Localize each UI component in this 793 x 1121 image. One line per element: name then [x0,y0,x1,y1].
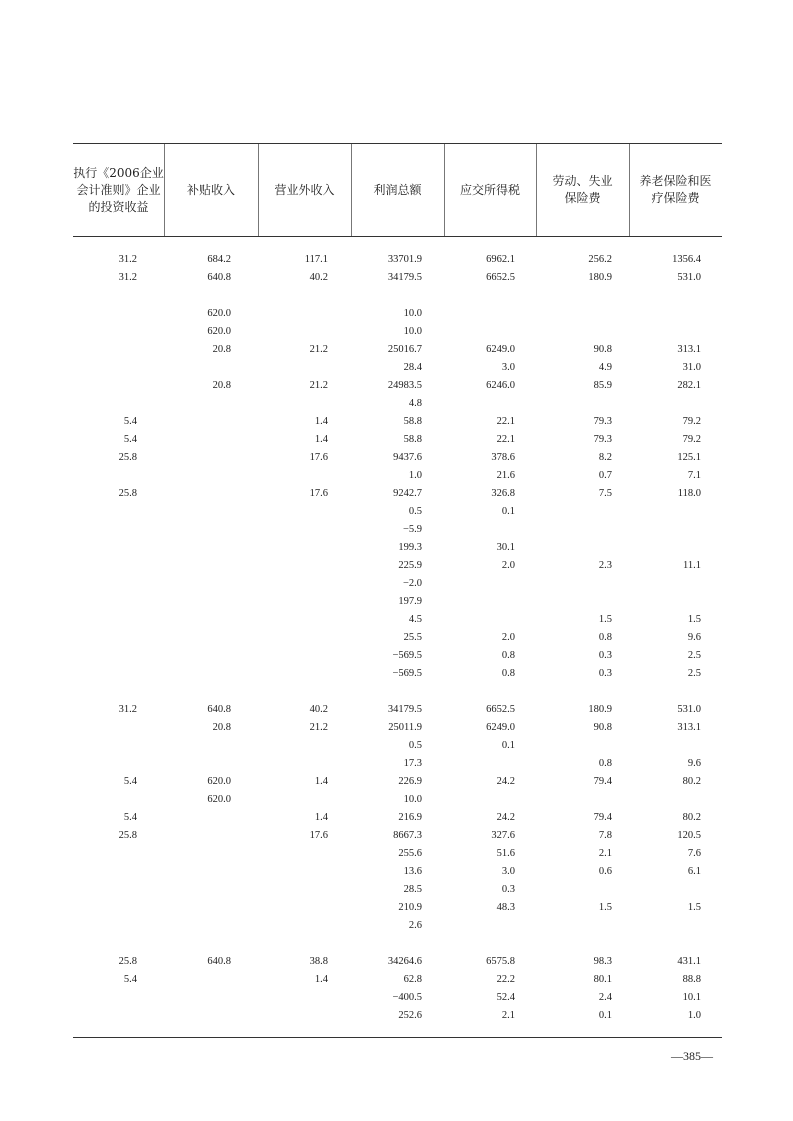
column-header-label: 执行《2006企业 会计准则》企业 的投资收益 [73,165,164,214]
table-cell: 31.2 [118,272,137,283]
table-cell: 33701.9 [387,254,422,265]
table-cell: 0.3 [501,884,515,895]
table-cell: 4.8 [408,398,422,409]
table-cell: 79.4 [593,812,612,823]
table-cell: −569.5 [392,650,422,661]
table-cell: 6652.5 [486,272,515,283]
table-cell: 30.1 [496,542,515,553]
table-cell: 7.5 [598,488,612,499]
table-cell: 10.0 [403,326,422,337]
table-cell: 7.1 [687,470,701,481]
table-cell: 2.1 [598,848,612,859]
table-cell: 21.6 [496,470,515,481]
table-cell: 118.0 [677,488,701,499]
table-cell: 22.1 [496,434,515,445]
table-cell: 2.1 [501,1010,515,1021]
table-cell: 9242.7 [393,488,422,499]
table-cell: 3.0 [501,866,515,877]
table-cell: 1.5 [687,902,701,913]
table-cell: 620.0 [207,308,231,319]
table-cell: 225.9 [398,560,422,571]
table-cell: 80.1 [593,974,612,985]
table-cell: 17.6 [309,488,328,499]
table-cell: 6246.0 [486,380,515,391]
table-cell: 79.3 [593,434,612,445]
table-cell: 7.6 [687,848,701,859]
table-cell: 25.8 [118,830,137,841]
table-cell: 9437.6 [393,452,422,463]
header-bottom-rule [73,236,722,237]
table-cell: 4.5 [408,614,422,625]
table-cell: 197.9 [398,596,422,607]
table-cell: −400.5 [392,992,422,1003]
table-cell: 640.8 [207,272,231,283]
column-header-label: 应交所得税 [459,182,520,197]
table-cell: 48.3 [496,902,515,913]
table-cell: 40.2 [309,272,328,283]
table-cell: 31.2 [118,254,137,265]
table-cell: 79.2 [682,416,701,427]
table-cell: 17.3 [403,758,422,769]
table-cell: 5.4 [123,812,137,823]
column-header-label: 劳动、失业 保险费 [552,174,613,205]
table-cell: 640.8 [207,704,231,715]
table-cell: 0.8 [501,650,515,661]
table-cell: 40.2 [309,704,328,715]
table-cell: 21.2 [309,722,328,733]
table-cell: 378.6 [491,452,515,463]
table-cell: 7.8 [598,830,612,841]
table-cell: 21.2 [309,344,328,355]
table-cell: 2.5 [687,650,701,661]
table-cell: 216.9 [398,812,422,823]
table-cell: 24983.5 [387,380,422,391]
column-header [258,144,351,236]
table-cell: 0.3 [598,668,612,679]
table-cell: 684.2 [207,254,231,265]
table-cell: 34179.5 [387,704,422,715]
table-cell: 282.1 [677,380,701,391]
table-cell: 313.1 [677,722,701,733]
table-cell: 20.8 [212,380,231,391]
table-cell: 180.9 [588,704,612,715]
table-cell: 21.2 [309,380,328,391]
table-cell: 0.8 [598,632,612,643]
table-cell: 58.8 [403,434,422,445]
table-cell: 125.1 [677,452,701,463]
table-cell: −569.5 [392,668,422,679]
table-cell: 0.1 [501,740,515,751]
table-cell: 252.6 [398,1010,422,1021]
table-cell: 1.4 [314,434,328,445]
table-cell: 88.8 [682,974,701,985]
table-cell: 9.6 [687,758,701,769]
table-cell: 13.6 [403,866,422,877]
table-cell: 313.1 [677,344,701,355]
table-cell: 0.8 [501,668,515,679]
table-cell: 6962.1 [486,254,515,265]
table-cell: 5.4 [123,434,137,445]
table-cell: 22.1 [496,416,515,427]
column-header [351,144,444,236]
table-cell: −5.9 [402,524,422,535]
table-cell: 620.0 [207,794,231,805]
table-cell: 0.1 [598,1010,612,1021]
table-cell: 0.3 [598,650,612,661]
table-cell: 24.2 [496,776,515,787]
page-number: —385— [671,1049,713,1063]
table-cell: 2.0 [501,560,515,571]
table-cell: 1.5 [598,902,612,913]
table-cell: 531.0 [677,272,701,283]
column-header [73,144,164,236]
table-cell: 31.2 [118,704,137,715]
table-cell: 6.1 [687,866,701,877]
table-cell: 62.8 [403,974,422,985]
table-cell: 1356.4 [672,254,701,265]
table-cell: 5.4 [123,776,137,787]
table-cell: 210.9 [398,902,422,913]
table-cell: 620.0 [207,326,231,337]
table-cell: 22.2 [496,974,515,985]
table-cell: 1.0 [408,470,422,481]
table-cell: 255.6 [398,848,422,859]
table-cell: 25011.9 [388,722,422,733]
table-cell: 80.2 [682,812,701,823]
table-cell: 38.8 [309,956,328,967]
table-cell: 25.8 [118,488,137,499]
table-cell: 120.5 [677,830,701,841]
table-cell: 6249.0 [486,344,515,355]
table-cell: 4.9 [598,362,612,373]
table-cell: 0.7 [598,470,612,481]
table-cell: 1.4 [314,416,328,427]
table-cell: 2.0 [501,632,515,643]
table-cell: 52.4 [496,992,515,1003]
table-cell: 51.6 [496,848,515,859]
column-header [164,144,258,236]
table-cell: 25016.7 [387,344,422,355]
table-cell: 1.5 [598,614,612,625]
table-cell: 6652.5 [486,704,515,715]
table-cell: 0.5 [408,740,422,751]
table-cell: 180.9 [588,272,612,283]
table-cell: 90.8 [593,344,612,355]
table-cell: 3.0 [501,362,515,373]
table-cell: 8.2 [598,452,612,463]
table-cell: 79.3 [593,416,612,427]
table-cell: 10.0 [403,308,422,319]
table-cell: 620.0 [207,776,231,787]
table-cell: 25.8 [118,956,137,967]
table-cell: 5.4 [123,974,137,985]
table-cell: 640.8 [207,956,231,967]
table-cell: 10.0 [403,794,422,805]
table-cell: 1.4 [314,812,328,823]
table-cell: 327.6 [491,830,515,841]
table-cell: 226.9 [398,776,422,787]
table-cell: 1.0 [687,1010,701,1021]
table-cell: 531.0 [677,704,701,715]
table-cell: 34179.5 [387,272,422,283]
table-cell: 1.4 [314,776,328,787]
table-cell: 256.2 [588,254,612,265]
table-cell: 11.1 [683,560,701,571]
table-cell: 34264.6 [387,956,422,967]
table-cell: 2.3 [598,560,612,571]
table-cell: 80.2 [682,776,701,787]
table-cell: 79.2 [682,434,701,445]
table-cell: 28.5 [403,884,422,895]
table-cell: 8667.3 [393,830,422,841]
table-cell: 199.3 [398,542,422,553]
table-cell: 2.5 [687,668,701,679]
table-cell: 20.8 [212,344,231,355]
table-cell: −2.0 [402,578,422,589]
table-cell: 31.0 [682,362,701,373]
table-cell: 0.1 [501,506,515,517]
table-cell: 9.6 [687,632,701,643]
table-cell: 0.8 [598,758,612,769]
table-cell: 0.6 [598,866,612,877]
table-cell: 85.9 [593,380,612,391]
table-cell: 6249.0 [486,722,515,733]
table-cell: 28.4 [403,362,422,373]
table-cell: 58.8 [403,416,422,427]
column-header-label: 补贴收入 [186,182,235,197]
table-cell: 1.4 [314,974,328,985]
table-cell: 10.1 [682,992,701,1003]
column-header [629,144,722,236]
table-cell: 2.4 [598,992,612,1003]
table-bottom-rule [73,1037,722,1038]
table-cell: 17.6 [309,830,328,841]
table-cell: 431.1 [677,956,701,967]
table-cell: 117.1 [304,254,328,265]
table-cell: 79.4 [593,776,612,787]
table-cell: 20.8 [212,722,231,733]
table-cell: 5.4 [123,416,137,427]
column-header-label: 营业外收入 [274,182,335,197]
column-header-label: 养老保险和医 疗保险费 [639,174,712,205]
column-header [444,144,536,236]
table-cell: 25.5 [403,632,422,643]
table-cell: 98.3 [593,956,612,967]
table-cell: 17.6 [309,452,328,463]
table-cell: 6575.8 [486,956,515,967]
column-header-label: 利润总额 [373,182,422,197]
column-header [536,144,629,236]
table-cell: 1.5 [687,614,701,625]
table-cell: 24.2 [496,812,515,823]
table-cell: 0.5 [408,506,422,517]
table-cell: 25.8 [118,452,137,463]
table-cell: 2.6 [408,920,422,931]
table-cell: 326.8 [491,488,515,499]
table-cell: 90.8 [593,722,612,733]
